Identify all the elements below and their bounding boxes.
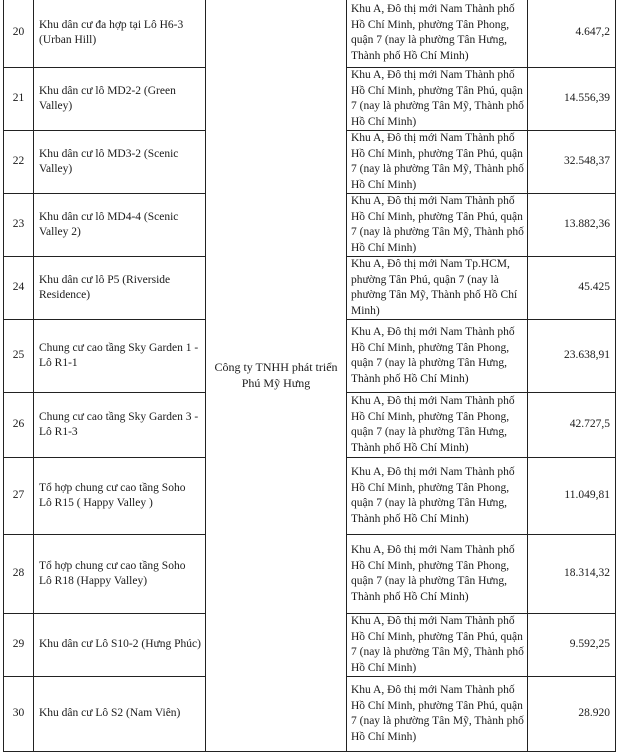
row-number: 30 xyxy=(4,677,34,752)
project-address: Khu A, Đô thị mới Nam Thành phố Hồ Chí Minh, phường Tân Phong, quận 7 (nay là phường Tân Hưng, Thành phố Hồ Chí Minh) xyxy=(347,0,528,68)
project-address: Khu A, Đô thị mới Nam Thành phố Hồ Chí Minh, phường Tân Phú, quận 7 (nay là phường Tân Mỹ, Thành phố Hồ Chí Minh) xyxy=(347,68,528,131)
project-area: 13.882,36 xyxy=(528,194,616,257)
project-address: Khu A, Đô thị mới Nam Thành phố Hồ Chí Minh, phường Tân Phong, quận 7 (nay là phường Tân Hưng, Thành phố Hồ Chí Minh) xyxy=(347,535,528,614)
project-name: Khu dân cư Lô S10-2 (Hưng Phúc) xyxy=(34,614,206,677)
project-area: 32.548,37 xyxy=(528,131,616,194)
row-number: 29 xyxy=(4,614,34,677)
project-area: 4.647,2 xyxy=(528,0,616,68)
row-number: 20 xyxy=(4,0,34,68)
row-number: 27 xyxy=(4,458,34,535)
project-name: Khu dân cư lô MD4-4 (Scenic Valley 2) xyxy=(34,194,206,257)
row-number: 21 xyxy=(4,68,34,131)
project-area: 9.592,25 xyxy=(528,614,616,677)
project-area: 11.049,81 xyxy=(528,458,616,535)
row-number: 26 xyxy=(4,393,34,458)
table-row xyxy=(4,0,616,68)
row-number: 23 xyxy=(4,194,34,257)
project-address: Khu A, Đô thị mới Nam Tp.HCM, phường Tân Phú, quận 7 (nay là phường Tân Mỹ, Thành phố Hồ Chí Minh) xyxy=(347,257,528,320)
project-address: Khu A, Đô thị mới Nam Thành phố Hồ Chí Minh, phường Tân Phong, quận 7 (nay là phường Tân Hưng, Thành phố Hồ Chí Minh) xyxy=(347,393,528,458)
project-address: Khu A, Đô thị mới Nam Thành phố Hồ Chí Minh, phường Tân Phú, quận 7 (nay là phường Tân Mỹ, Thành phố Hồ Chí Minh) xyxy=(347,677,528,752)
row-number: 25 xyxy=(4,320,34,393)
project-address: Khu A, Đô thị mới Nam Thành phố Hồ Chí Minh, phường Tân Phú, quận 7 (nay là phường Tân Mỹ, Thành phố Hồ Chí Minh) xyxy=(347,131,528,194)
project-area: 45.425 xyxy=(528,257,616,320)
project-name: Tổ hợp chung cư cao tầng Soho Lô R15 ( Happy Valley ) xyxy=(34,458,206,535)
project-table xyxy=(3,0,616,752)
project-area: 18.314,32 xyxy=(528,535,616,614)
project-name: Khu dân cư đa hợp tại Lô H6-3 (Urban Hill) xyxy=(34,0,206,68)
project-area: 14.556,39 xyxy=(528,68,616,131)
project-name: Khu dân cư lô P5 (Riverside Residence) xyxy=(34,257,206,320)
project-address: Khu A, Đô thị mới Nam Thành phố Hồ Chí Minh, phường Tân Phú, quận 7 (nay là phường Tân Mỹ, Thành phố Hồ Chí Minh) xyxy=(347,194,528,257)
project-address: Khu A, Đô thị mới Nam Thành phố Hồ Chí Minh, phường Tân Phú, quận 7 (nay là phường Tân Mỹ, Thành phố Hồ Chí Minh) xyxy=(347,614,528,677)
row-number: 28 xyxy=(4,535,34,614)
project-name: Chung cư cao tầng Sky Garden 3 - Lô R1-3 xyxy=(34,393,206,458)
project-address: Khu A, Đô thị mới Nam Thành phố Hồ Chí Minh, phường Tân Phong, quận 7 (nay là phường Tân Hưng, Thành phố Hồ Chí Minh) xyxy=(347,320,528,393)
project-area: 28.920 xyxy=(528,677,616,752)
project-name: Chung cư cao tầng Sky Garden 1 - Lô R1-1 xyxy=(34,320,206,393)
row-number: 24 xyxy=(4,257,34,320)
project-name: Khu dân cư Lô S2 (Nam Viên) xyxy=(34,677,206,752)
row-number: 22 xyxy=(4,131,34,194)
project-area: 23.638,91 xyxy=(528,320,616,393)
project-name: Tổ hợp chung cư cao tầng Soho Lô R18 (Happy Valley) xyxy=(34,535,206,614)
project-name: Khu dân cư lô MD3-2 (Scenic Valley) xyxy=(34,131,206,194)
investor-name: Công ty TNHH phát triển Phú Mỹ Hưng xyxy=(206,0,347,752)
project-area: 42.727,5 xyxy=(528,393,616,458)
project-name: Khu dân cư lô MD2-2 (Green Valley) xyxy=(34,68,206,131)
project-address: Khu A, Đô thị mới Nam Thành phố Hồ Chí Minh, phường Tân Phong, quận 7 (nay là phường Tân Hưng, Thành phố Hồ Chí Minh) xyxy=(347,458,528,535)
